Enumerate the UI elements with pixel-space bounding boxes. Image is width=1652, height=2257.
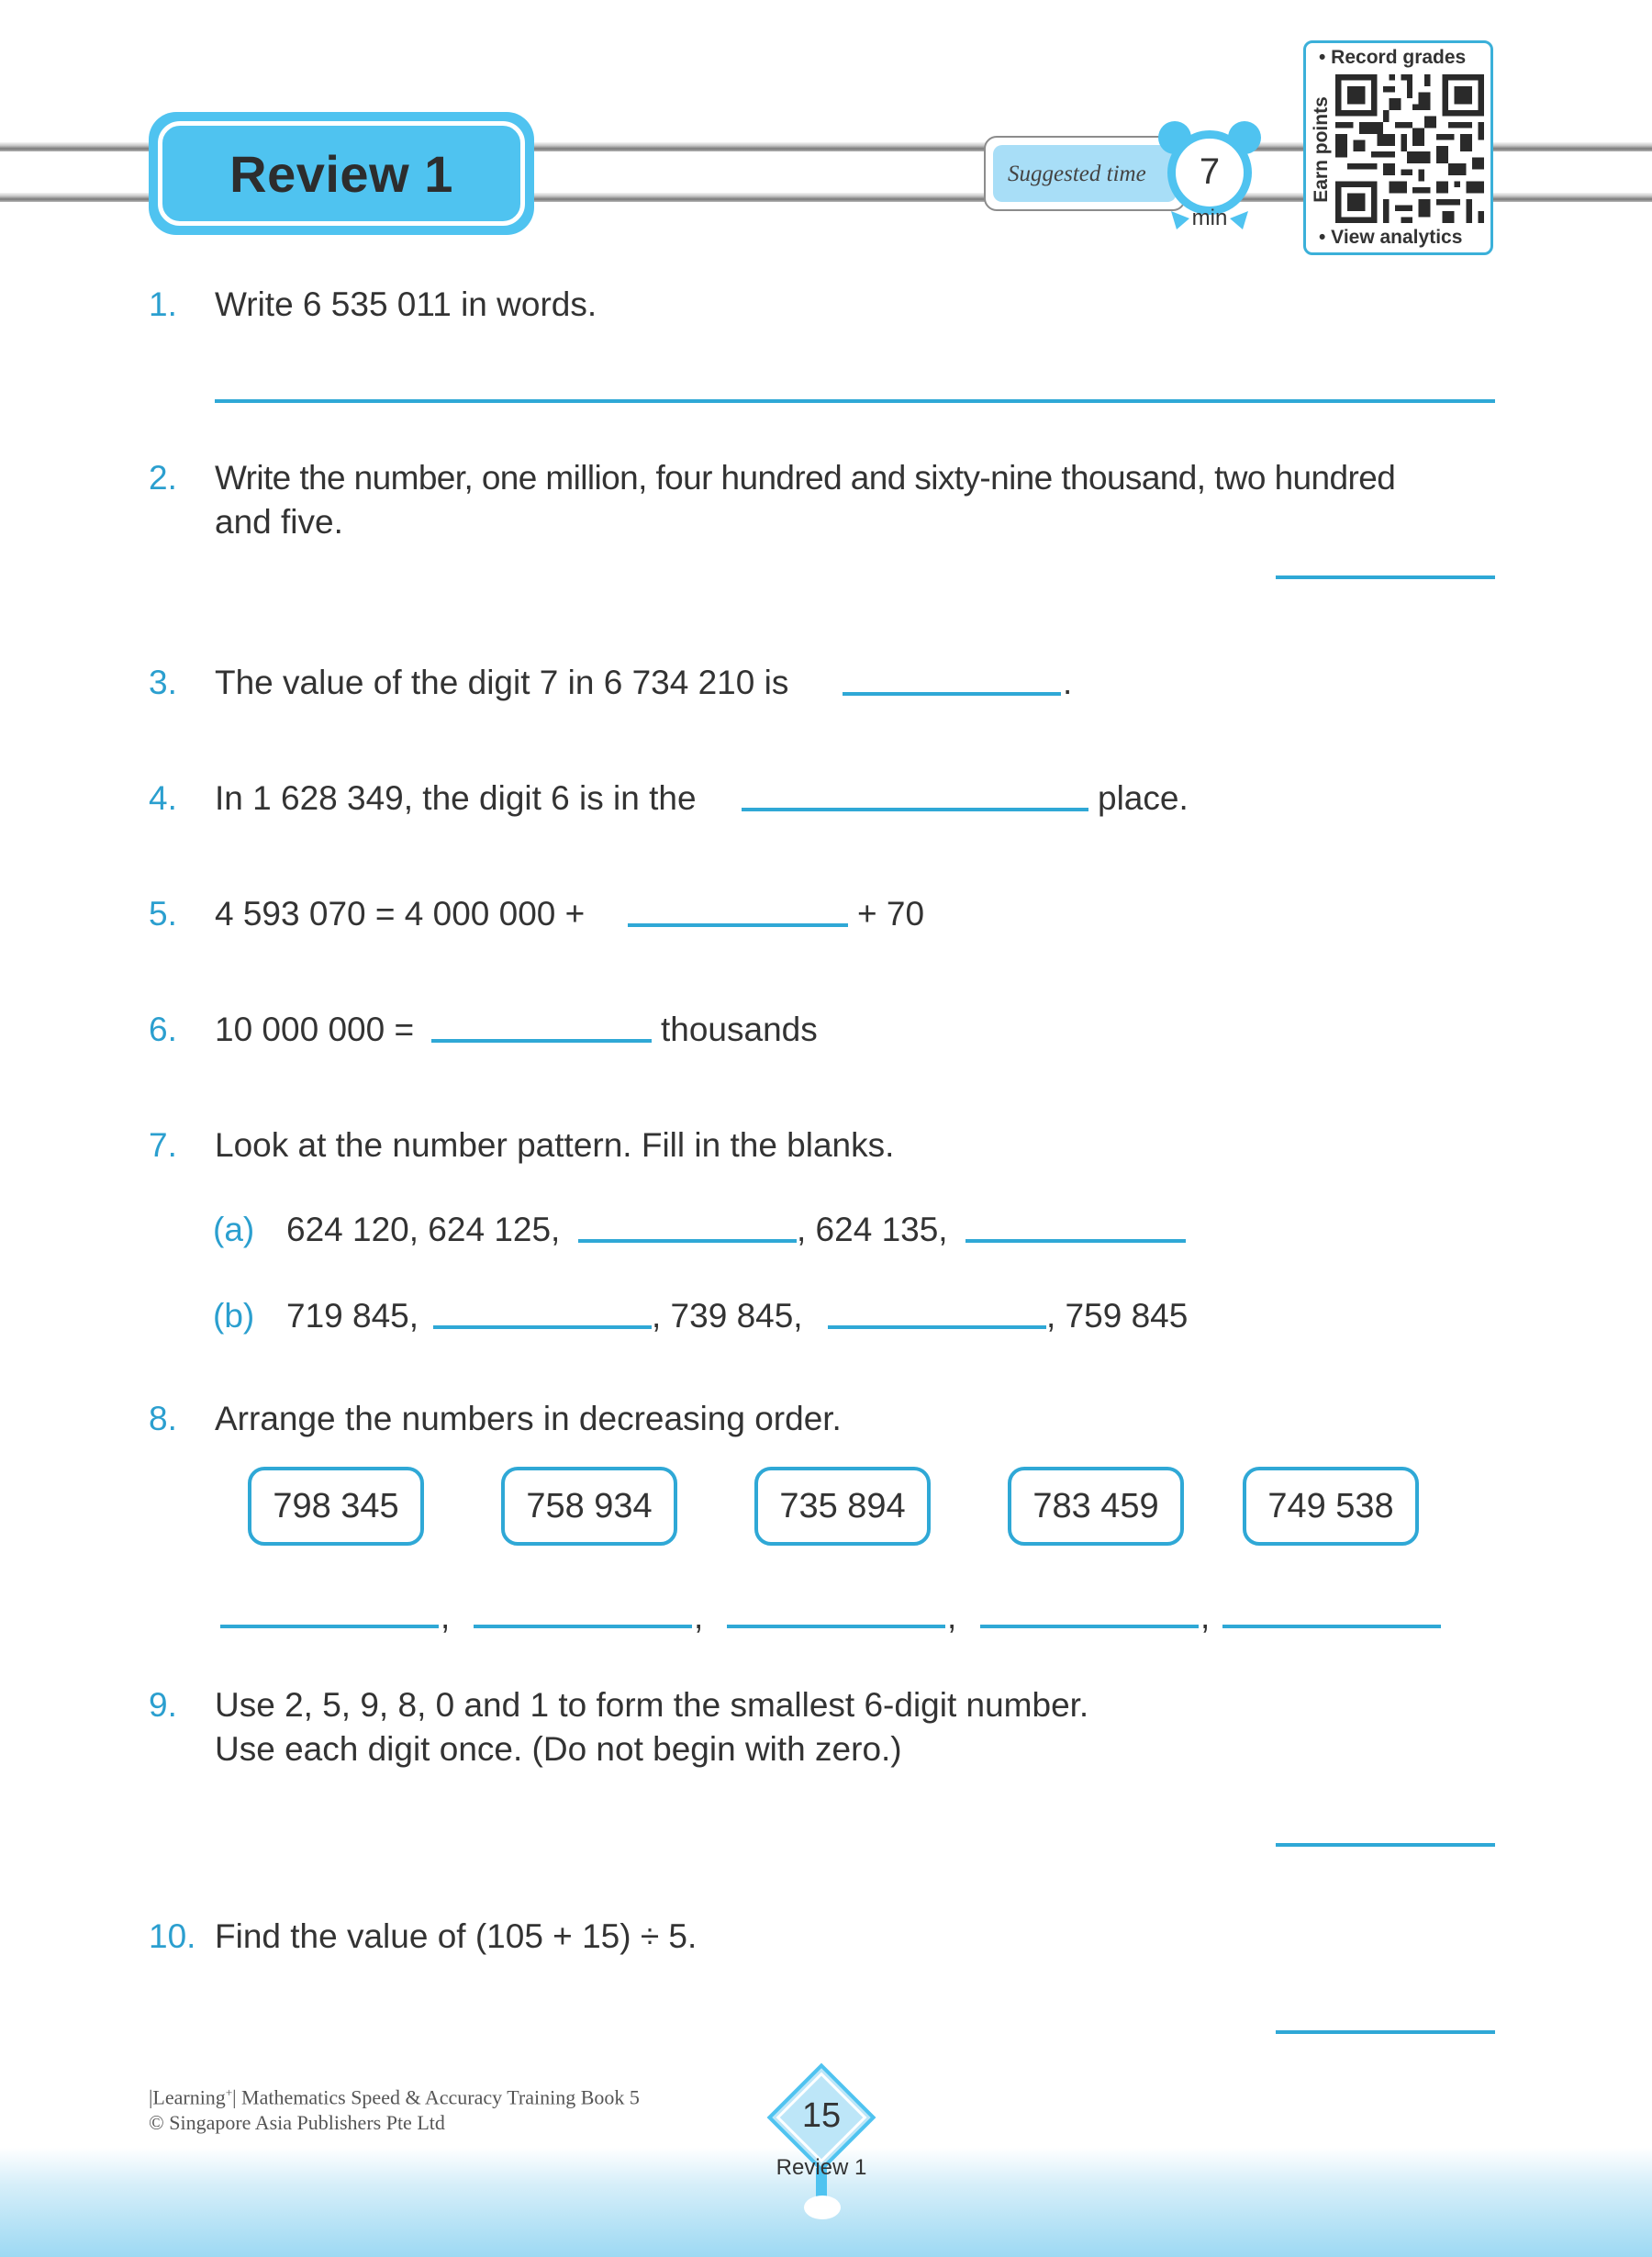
question-text-line-1: Use 2, 5, 9, 8, 0 and 1 to form the smallest 6-digit number. — [215, 1686, 1089, 1724]
question-text: Find the value of (105 + 15) ÷ 5. — [215, 1917, 698, 1955]
question-text: Look at the number pattern. Fill in the blanks. — [215, 1126, 895, 1164]
question-number: 2. — [149, 459, 177, 497]
question-number: 5. — [149, 895, 177, 933]
question-number: 1. — [149, 285, 177, 323]
question-text-suffix: thousands — [661, 1011, 818, 1048]
qr-code-icon[interactable] — [1335, 74, 1484, 223]
question-number: 8. — [149, 1400, 177, 1437]
alarm-clock-icon — [1158, 121, 1261, 230]
number-card: 783 459 — [1008, 1467, 1184, 1546]
qr-view-analytics-label: • View analytics — [1319, 227, 1463, 248]
answer-blank[interactable] — [220, 1625, 439, 1628]
answer-blank[interactable] — [843, 692, 1061, 696]
answer-blank[interactable] — [431, 1039, 652, 1043]
question-number: 7. — [149, 1126, 177, 1164]
pattern-b-start: 719 845, — [286, 1297, 419, 1335]
question-text: Arrange the numbers in decreasing order. — [215, 1400, 842, 1437]
suggested-time-value: 7 — [1199, 151, 1221, 192]
suggested-time-badge — [984, 136, 1186, 211]
suggested-time-label: Suggested time — [1008, 162, 1146, 186]
book-title: |Learning+| Mathematics Speed & Accuracy Training Book 5 — [149, 2085, 640, 2109]
answer-blank[interactable] — [1276, 1843, 1495, 1847]
number-card: 798 345 — [248, 1467, 424, 1546]
part-label-a: (a) — [213, 1211, 255, 1248]
question-text: 10 000 000 = — [215, 1011, 415, 1048]
pattern-a-middle: , 624 135, — [797, 1211, 948, 1248]
question-number: 3. — [149, 664, 177, 701]
section-label: Review 1 — [776, 2155, 867, 2180]
question-text-suffix: . — [1063, 664, 1073, 701]
question-text-suffix: place. — [1098, 779, 1189, 817]
signpost-base — [804, 2196, 841, 2219]
answer-blank[interactable] — [433, 1325, 652, 1329]
page-number: 15 — [801, 2096, 842, 2135]
pattern-a-start: 624 120, 624 125, — [286, 1211, 561, 1248]
answer-blank[interactable] — [628, 923, 848, 927]
separator: , — [694, 1598, 704, 1636]
number-card: 758 934 — [501, 1467, 677, 1546]
number-card: 749 538 — [1243, 1467, 1419, 1546]
answer-blank[interactable] — [966, 1239, 1186, 1243]
question-number: 6. — [149, 1011, 177, 1048]
title-badge — [149, 112, 534, 235]
question-text: Write 6 535 011 in words. — [215, 285, 597, 323]
answer-blank[interactable] — [1222, 1625, 1441, 1628]
question-text-suffix: + 70 — [857, 895, 925, 933]
question-number: 9. — [149, 1686, 177, 1724]
pattern-b-end: , 759 845 — [1046, 1297, 1189, 1335]
answer-blank[interactable] — [980, 1625, 1199, 1628]
answer-blank[interactable] — [578, 1239, 797, 1243]
question-number: 4. — [149, 779, 177, 817]
question-text: In 1 628 349, the digit 6 is in the — [215, 779, 697, 817]
question-text-line-2: and five. — [215, 503, 343, 541]
separator: , — [441, 1598, 451, 1636]
number-card: 735 894 — [754, 1467, 931, 1546]
question-text: The value of the digit 7 in 6 734 210 is — [215, 664, 789, 701]
question-text: 4 593 070 = 4 000 000 + — [215, 895, 586, 933]
separator: , — [947, 1598, 957, 1636]
page-title: Review 1 — [229, 144, 453, 203]
question-number: 10. — [149, 1917, 196, 1955]
pattern-b-middle: , 739 845, — [652, 1297, 803, 1335]
copyright: © Singapore Asia Publishers Pte Ltd — [149, 2111, 445, 2134]
answer-blank[interactable] — [828, 1325, 1046, 1329]
separator: , — [1200, 1598, 1211, 1636]
qr-record-grades-label: • Record grades — [1319, 47, 1467, 68]
question-text-line-1: Write the number, one million, four hundred and sixty-nine thousand, two hundred — [215, 459, 1396, 497]
answer-blank[interactable] — [1276, 575, 1495, 579]
answer-blank[interactable] — [215, 399, 1495, 403]
answer-blank[interactable] — [727, 1625, 945, 1628]
qr-card[interactable] — [1303, 40, 1493, 255]
answer-blank[interactable] — [1276, 2030, 1495, 2034]
answer-blank[interactable] — [474, 1625, 692, 1628]
answer-blank[interactable] — [742, 808, 1088, 811]
part-label-b: (b) — [213, 1297, 255, 1335]
qr-earn-points-label: Earn points — [1311, 96, 1332, 203]
question-text-line-2: Use each digit once. (Do not begin with zero.) — [215, 1730, 902, 1768]
suggested-time-unit: min — [1191, 206, 1228, 230]
